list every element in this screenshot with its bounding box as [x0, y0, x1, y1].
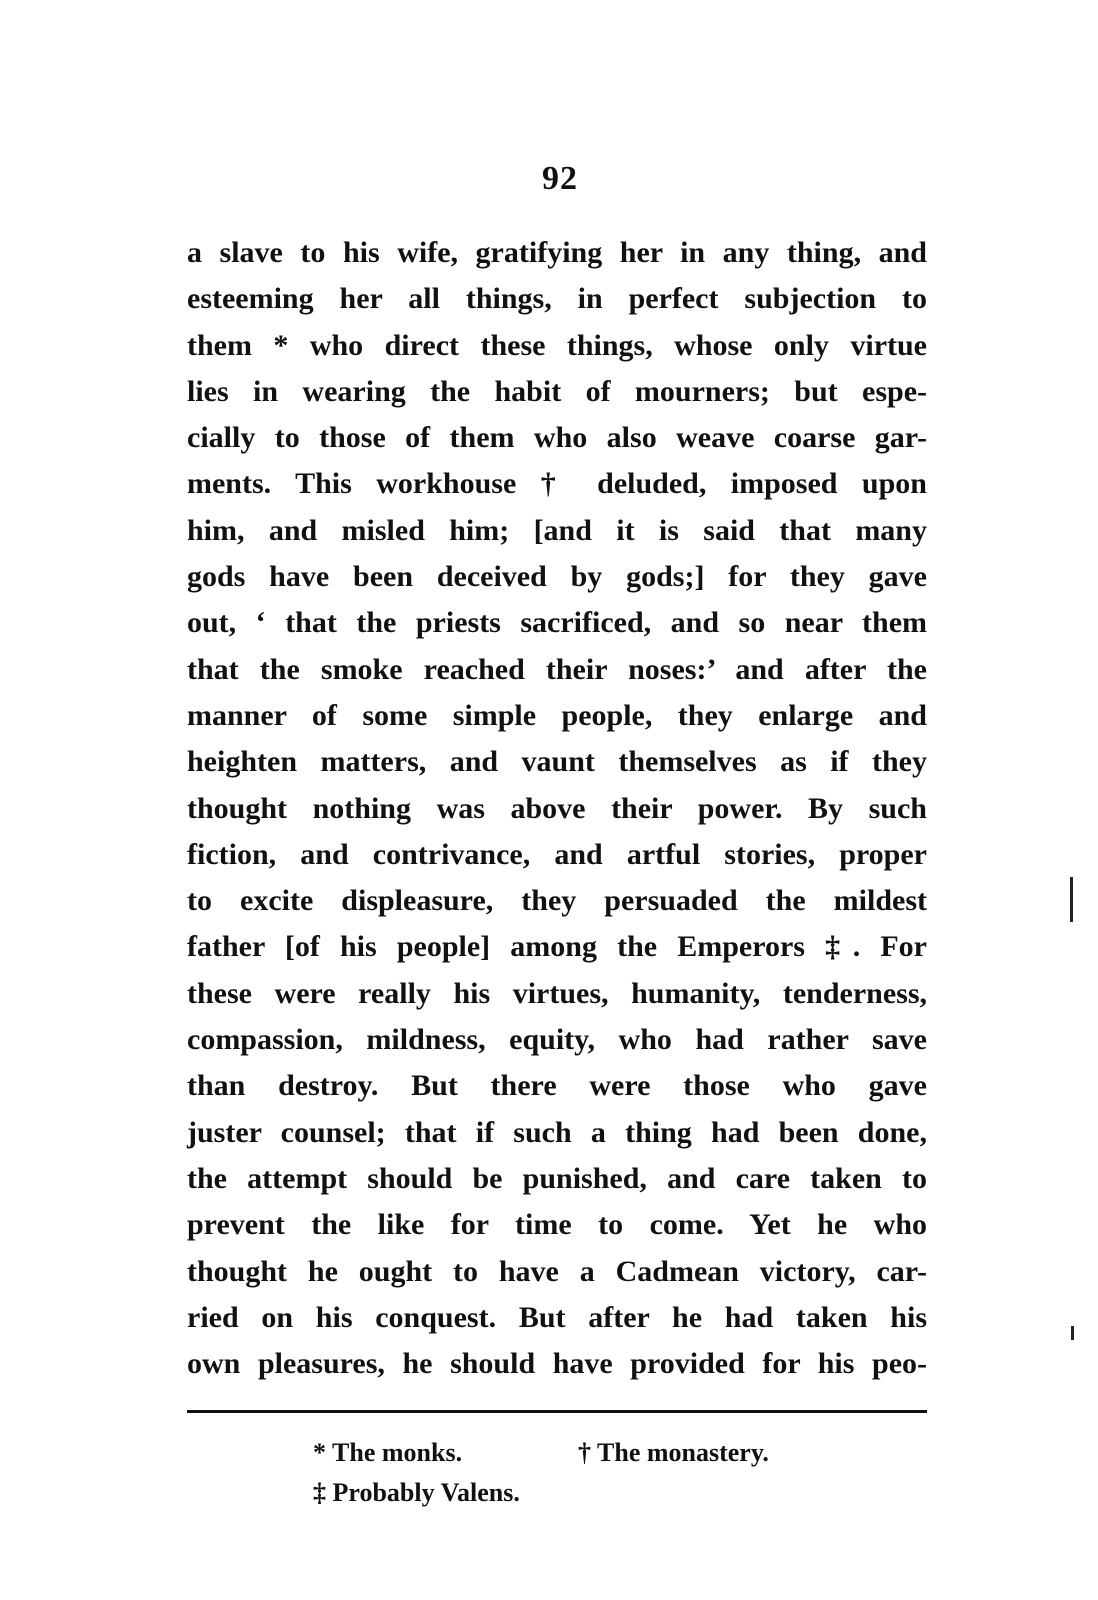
- footnote-valens: ‡ Probably Valens.: [313, 1478, 520, 1507]
- text-line: father [of his people] among the Emperors ‡. For: [187, 930, 927, 964]
- text-line: heighten matters, and vaunt themselves as if they: [187, 745, 927, 779]
- page-number: 92: [542, 160, 578, 197]
- text-line: ried on his conquest. But after he had taken his: [187, 1300, 927, 1334]
- text-line: ments. This workhouse † deluded, imposed upon: [187, 467, 927, 501]
- text-line: them * who direct these things, whose only virtue: [187, 328, 927, 362]
- text-line: prevent the like for time to come. Yet he who: [187, 1208, 927, 1242]
- text-line: than destroy. But there were those who gave: [187, 1069, 927, 1103]
- text-line: out, ‘ that the priests sacrificed, and so near them: [187, 606, 927, 640]
- text-line: own pleasures, he should have provided for his peo-: [187, 1347, 927, 1381]
- margin-mark: [1070, 877, 1073, 922]
- body-text: [187, 230, 927, 1387]
- text-line: manner of some simple people, they enlarge and: [187, 698, 927, 732]
- text-line: thought nothing was above their power. By such: [187, 791, 927, 825]
- text-line: thought he ought to have a Cadmean victory, car-: [187, 1254, 927, 1288]
- margin-mark: [1071, 1326, 1074, 1340]
- footnote-rule: [187, 1410, 927, 1413]
- text-line: the attempt should be punished, and care taken to: [187, 1161, 927, 1195]
- text-line: compassion, mildness, equity, who had rather save: [187, 1023, 927, 1057]
- text-line: esteeming her all things, in perfect subjection to: [187, 282, 927, 316]
- text-line: gods have been deceived by gods;] for they gave: [187, 560, 927, 594]
- text-line: that the smoke reached their noses:’ and after the: [187, 652, 927, 686]
- text-line: to excite displeasure, they persuaded the mildest: [187, 884, 927, 918]
- footnote-monks: * The monks.: [313, 1438, 463, 1467]
- text-line: these were really his virtues, humanity, tenderness,: [187, 976, 927, 1010]
- text-line: lies in wearing the habit of mourners; but espe-: [187, 374, 927, 408]
- text-line: cially to those of them who also weave coarse gar-: [187, 421, 927, 455]
- text-line: a slave to his wife, gratifying her in any thing, and: [187, 236, 927, 269]
- text-line: fiction, and contrivance, and artful stories, proper: [187, 837, 927, 871]
- text-line: him, and misled him; [and it is said that many: [187, 513, 927, 547]
- footnote-monastery: † The monastery.: [578, 1438, 769, 1467]
- text-line: juster counsel; that if such a thing had been done,: [187, 1115, 927, 1149]
